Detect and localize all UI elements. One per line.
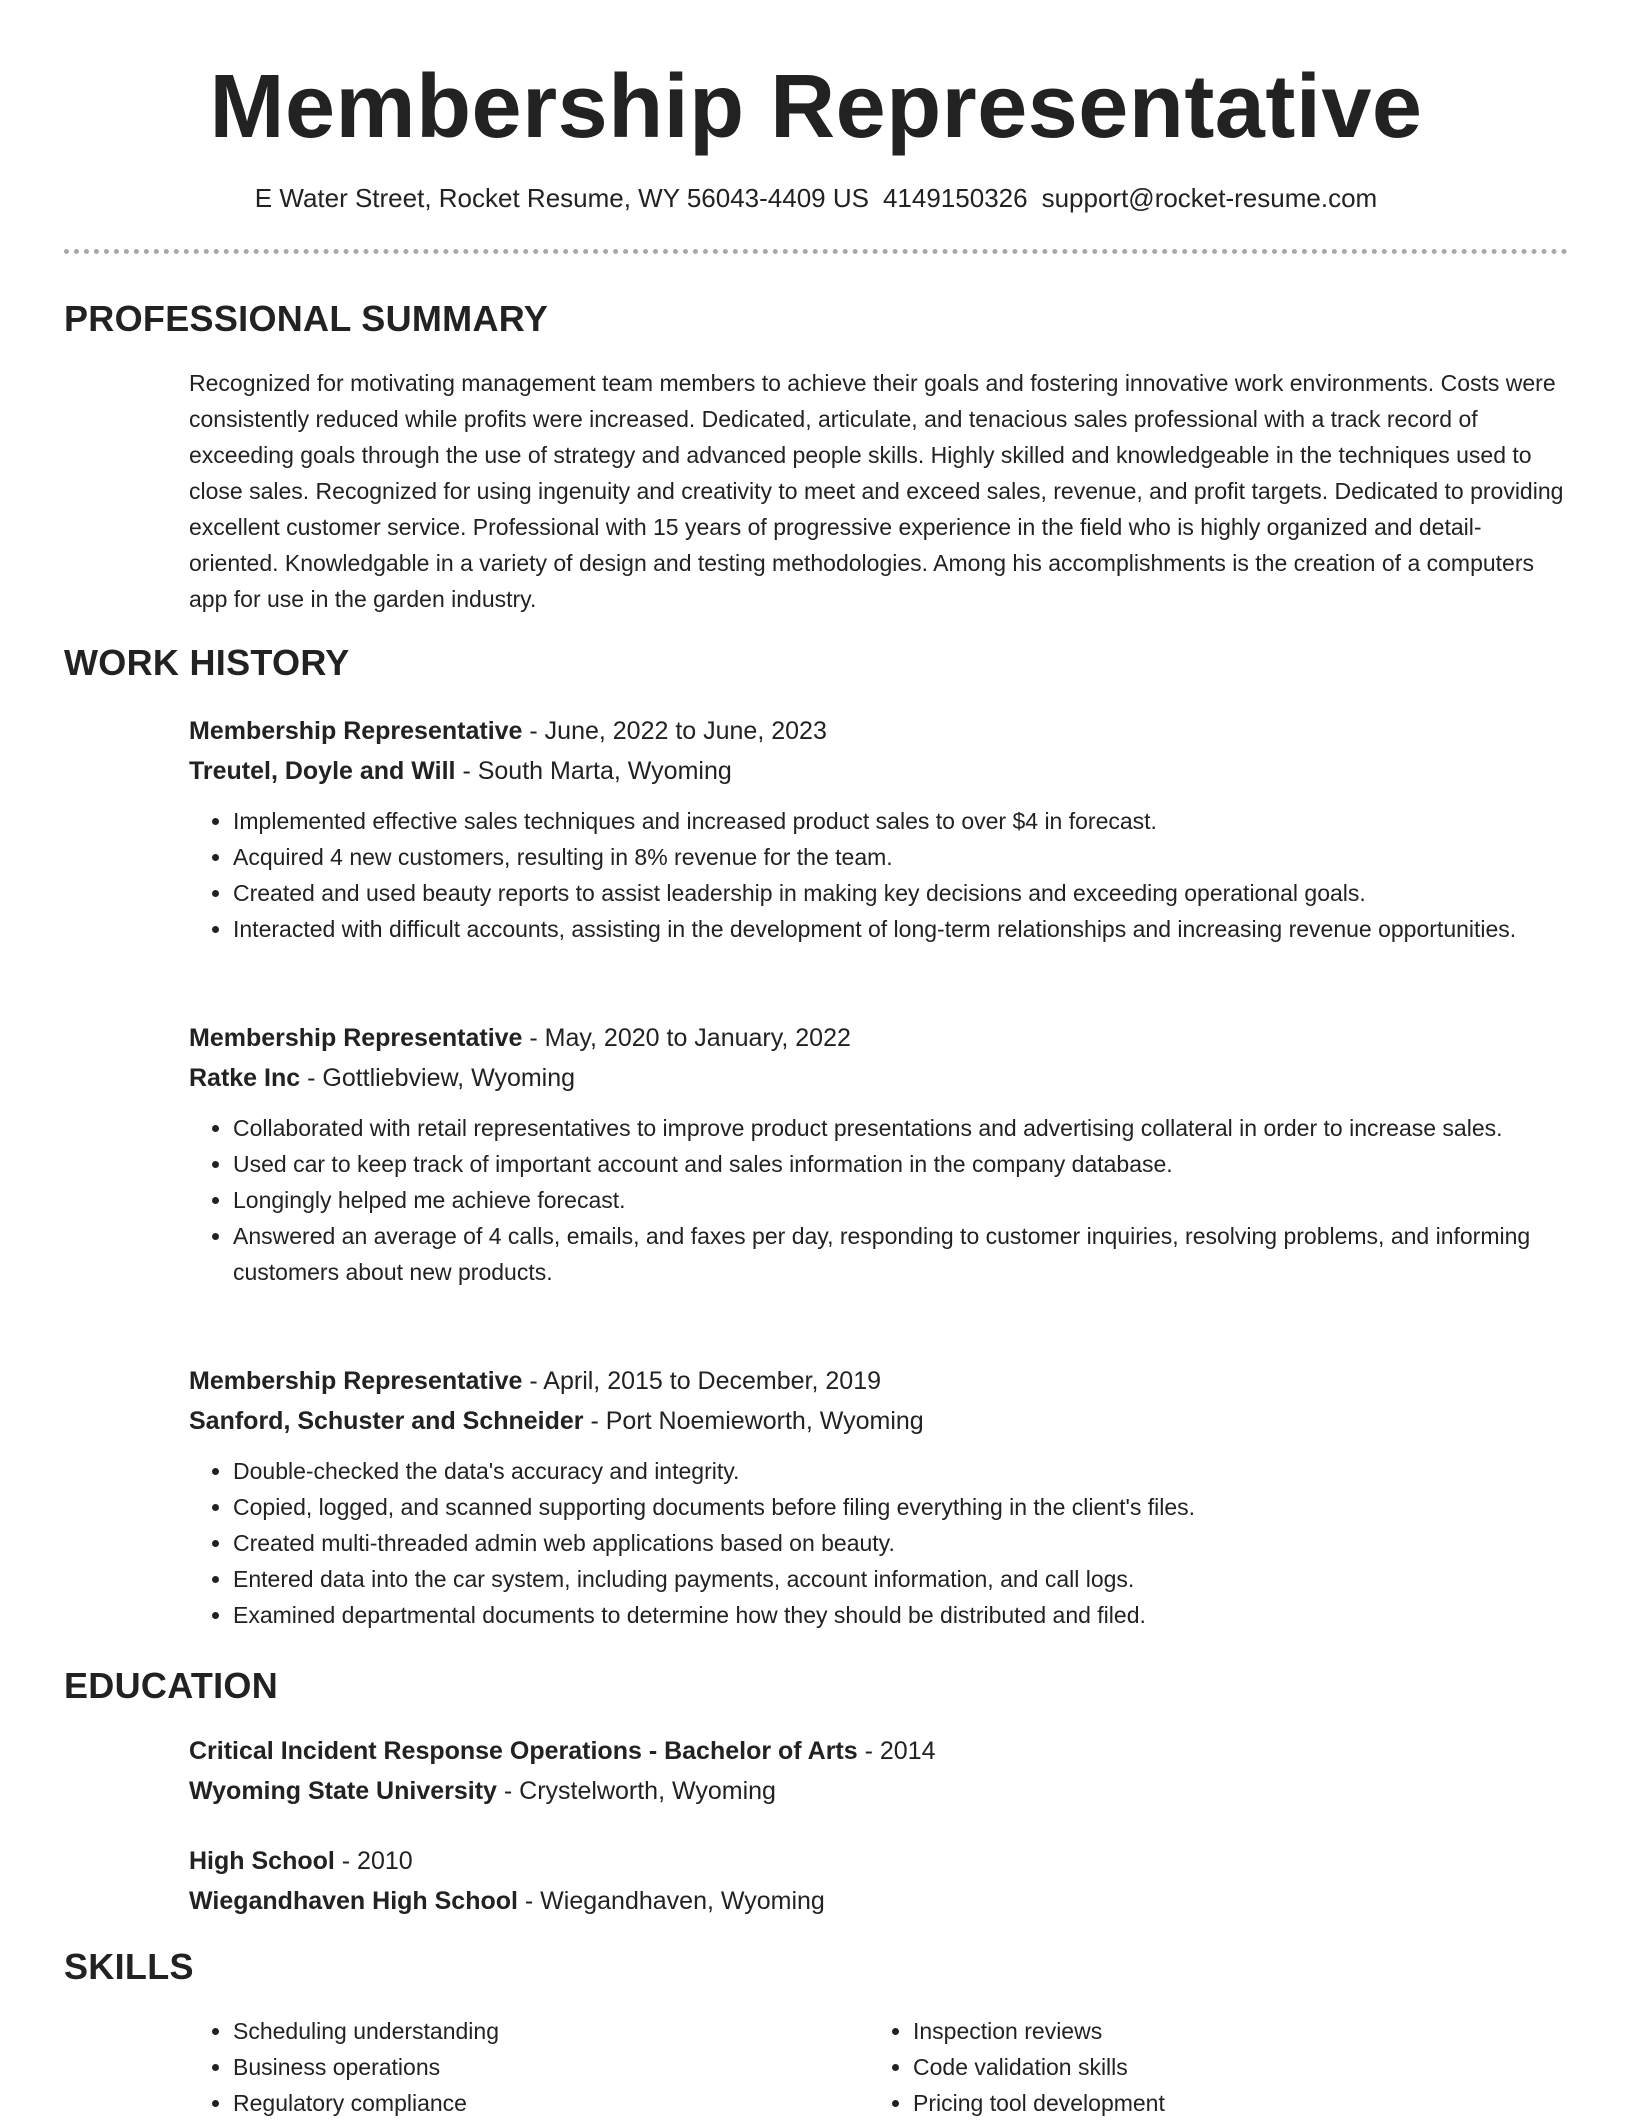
job-title-line	[189, 1018, 1569, 1058]
education-school: Wiegandhaven High School	[189, 1887, 518, 1915]
job-bullet: • Implemented effective sales techniques and increased product sales to over $4 in forecast.	[233, 803, 1569, 839]
job-bullet: • Longingly helped me achieve forecast.	[233, 1182, 1569, 1218]
skills-bullets	[189, 2013, 869, 2121]
job-company-line	[189, 1401, 1569, 1441]
skill-item: • Business operations	[233, 2049, 869, 2085]
job-bullets	[189, 1453, 1569, 1633]
education-location: - Crystelworth, Wyoming	[496, 1777, 776, 1805]
summary-text: Recognized for motivating management team members to achieve their goals and fostering innovative work environments. Costs were consistently reduced while profits were increased. Dedicated, articulate, and tenacious sales professional with a track record of exceeding goals through the use of strategy and advanced people skills. Highly skilled and knowledgeable in the techniques used to close sales. Recognized for using ingenuity and creativity to meet and exceed sales, revenue, and profit targets. Dedicated to providing excellent customer service. Professional with 15 years of progressive experience in the field who is highly organized and detail-oriented. Knowledgable in a variety of design and testing methodologies. Among his accomplishments is the creation of a computers app for use in the garden industry.	[189, 370, 1564, 612]
job-company-line	[189, 1058, 1569, 1098]
education-school-line	[189, 1771, 1569, 1811]
job-bullet: • Examined departmental documents to determine how they should be distributed and filed.	[233, 1597, 1569, 1633]
education-degree: High School	[189, 1847, 335, 1875]
job-entry	[189, 1361, 1569, 1633]
contact-line	[0, 178, 1632, 218]
job-dates: - June, 2022 to June, 2023	[522, 717, 827, 745]
job-role: Membership Representative	[189, 1367, 523, 1395]
skills-bullets	[869, 2013, 1549, 2121]
education-year: - 2010	[334, 1847, 413, 1875]
job-title-line	[189, 1361, 1569, 1401]
job-bullet: • Used car to keep track of important account and sales information in the company database.	[233, 1146, 1569, 1182]
job-location: - Gottliebview, Wyoming	[300, 1064, 576, 1092]
skills-column-right	[869, 2013, 1549, 2121]
job-company: Sanford, Schuster and Schneider	[189, 1407, 584, 1435]
job-company: Treutel, Doyle and Will	[189, 757, 456, 785]
skill-item: • Code validation skills	[913, 2049, 1549, 2085]
education-school: Wyoming State University	[189, 1777, 497, 1805]
job-bullet: • Copied, logged, and scanned supporting documents before filing everything in the client's files.	[233, 1489, 1569, 1525]
skill-item: • Scheduling understanding	[233, 2013, 869, 2049]
education-degree: Critical Incident Response Operations - Bachelor of Arts	[189, 1737, 858, 1765]
education-entry	[189, 1731, 1569, 1811]
candidate-name: Membership Representative	[209, 57, 1423, 157]
skills-heading: SKILLS	[64, 1946, 194, 1987]
skill-item: • Inspection reviews	[913, 2013, 1549, 2049]
job-title-line	[189, 711, 1569, 751]
education-heading: EDUCATION	[64, 1665, 279, 1706]
job-bullets	[189, 1110, 1569, 1290]
job-company: Ratke Inc	[189, 1064, 301, 1092]
summary-heading: PROFESSIONAL SUMMARY	[64, 298, 549, 339]
job-bullet: • Interacted with difficult accounts, assisting in the development of long-term relationships and increasing revenue opportunities.	[233, 911, 1569, 947]
job-entry	[189, 711, 1569, 947]
skill-item: • Pricing tool development	[913, 2085, 1549, 2121]
job-bullet: • Double-checked the data's accuracy and integrity.	[233, 1453, 1569, 1489]
header-divider	[64, 249, 1568, 254]
contact-phone: 4149150326	[882, 183, 1028, 213]
education-degree-line	[189, 1731, 1569, 1771]
education-school-line	[189, 1881, 1569, 1921]
job-dates: - April, 2015 to December, 2019	[522, 1367, 881, 1395]
education-year: - 2014	[857, 1737, 936, 1765]
work-history-heading: WORK HISTORY	[64, 642, 350, 683]
job-location: - Port Noemieworth, Wyoming	[583, 1407, 924, 1435]
skill-item: • Regulatory compliance	[233, 2085, 869, 2121]
job-bullet: • Collaborated with retail representatives to improve product presentations and advertising collateral in order to increase sales.	[233, 1110, 1569, 1146]
contact-address: E Water Street, Rocket Resume, WY 56043-4409 US	[254, 183, 869, 213]
job-company-line	[189, 751, 1569, 791]
job-bullet: • Acquired 4 new customers, resulting in 8% revenue for the team.	[233, 839, 1569, 875]
job-bullet: • Created and used beauty reports to assist leadership in making key decisions and exceeding operational goals.	[233, 875, 1569, 911]
job-entry	[189, 1018, 1569, 1290]
job-bullet: • Created multi-threaded admin web applications based on beauty.	[233, 1525, 1569, 1561]
contact-email: support@rocket-resume.com	[1041, 183, 1378, 213]
education-entry	[189, 1841, 1569, 1921]
job-location: - South Marta, Wyoming	[455, 757, 732, 785]
education-location: - Wiegandhaven, Wyoming	[517, 1887, 825, 1915]
job-role: Membership Representative	[189, 717, 523, 745]
job-bullets	[189, 803, 1569, 947]
job-role: Membership Representative	[189, 1024, 523, 1052]
job-bullet: • Entered data into the car system, including payments, account information, and call logs.	[233, 1561, 1569, 1597]
education-degree-line	[189, 1841, 1569, 1881]
skills-column-left	[189, 2013, 869, 2121]
job-bullet: • Answered an average of 4 calls, emails, and faxes per day, responding to customer inquiries, resolving problems, and informing customers about new products.	[233, 1218, 1569, 1290]
job-dates: - May, 2020 to January, 2022	[522, 1024, 851, 1052]
